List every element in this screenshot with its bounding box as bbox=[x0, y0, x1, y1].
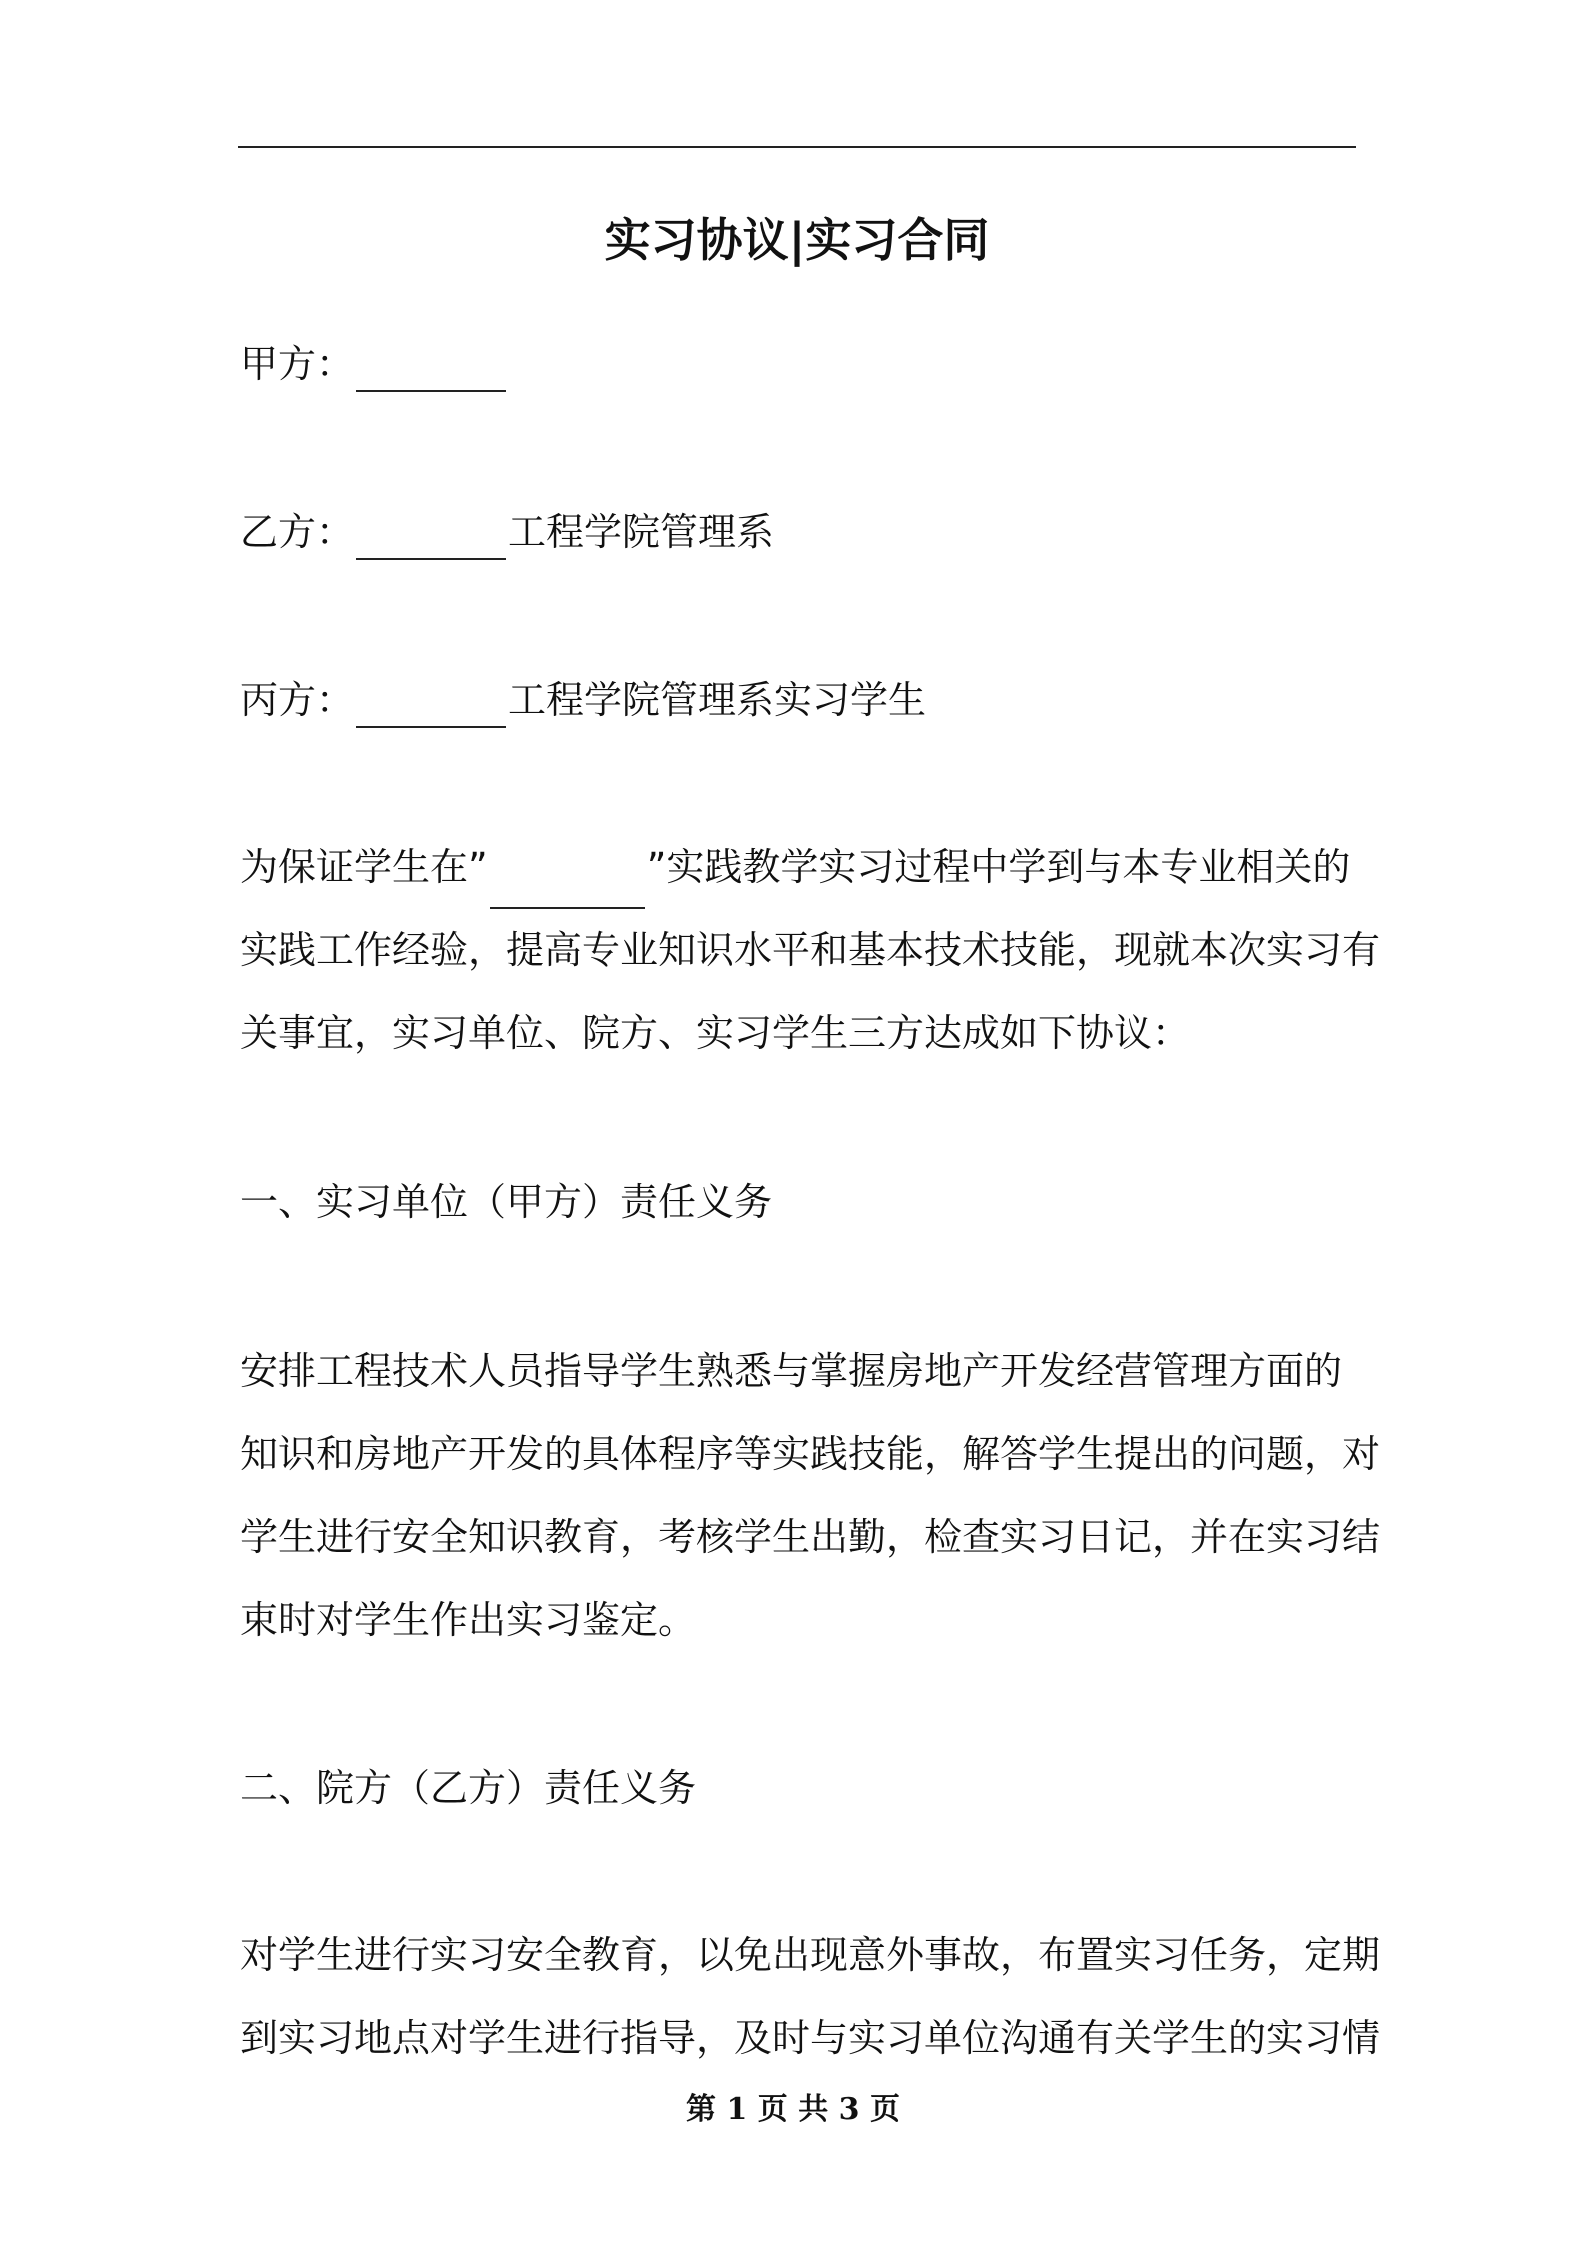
intro-paragraph bbox=[240, 826, 1381, 1075]
party-b-name: 工程学院管理系 bbox=[508, 510, 775, 554]
party-b-line bbox=[240, 504, 1356, 560]
party-c-blank[interactable] bbox=[356, 682, 506, 728]
section-1-line: 知识和房地产开发的具体程序等实践技能，解答学生提出的问题，对 bbox=[240, 1432, 1381, 1476]
intro-line-3: 关事宜，实习单位、院方、实习学生三方达成如下协议： bbox=[240, 1011, 1191, 1055]
intro-line-1-pre: 为保证学生在” bbox=[240, 845, 488, 889]
party-c-label: 丙方： bbox=[240, 678, 355, 722]
party-a-blank[interactable] bbox=[356, 346, 506, 392]
intro-line-2: 实践工作经验，提高专业知识水平和基本技术技能，现就本次实习有 bbox=[240, 928, 1381, 972]
header-rule bbox=[238, 146, 1356, 148]
section-1-line: 学生进行安全知识教育，考核学生出勤，检查实习日记，并在实习结 bbox=[240, 1515, 1381, 1559]
section-1-paragraph bbox=[240, 1330, 1381, 1662]
party-a-line bbox=[240, 336, 1356, 392]
section-1-heading: 一、实习单位（甲方）责任义务 bbox=[240, 1180, 773, 1224]
party-b-label: 乙方： bbox=[240, 510, 355, 554]
section-1-line: 安排工程技术人员指导学生熟悉与掌握房地产开发经营管理方面的 bbox=[240, 1349, 1343, 1393]
intro-line-1 bbox=[240, 826, 1356, 909]
intro-line-1-post: ”实践教学实习过程中学到与本专业相关的 bbox=[646, 845, 1351, 889]
section-1-line: 束时对学生作出实习鉴定。 bbox=[240, 1598, 697, 1642]
section-2-line: 对学生进行实习安全教育，以免出现意外事故，布置实习任务，定期 bbox=[240, 1933, 1381, 1977]
party-b-blank[interactable] bbox=[356, 514, 506, 560]
party-a-label: 甲方： bbox=[240, 342, 355, 386]
section-2-line: 到实习地点对学生进行指导，及时与实习单位沟通有关学生的实习情 bbox=[240, 2016, 1381, 2060]
party-c-name: 工程学院管理系实习学生 bbox=[508, 678, 927, 722]
section-2-paragraph bbox=[240, 1914, 1381, 2080]
document-title: 实习协议|实习合同 bbox=[604, 213, 990, 267]
section-2-heading: 二、院方（乙方）责任义务 bbox=[240, 1766, 697, 1810]
party-c-line bbox=[240, 672, 1356, 728]
intro-blank[interactable] bbox=[490, 863, 645, 909]
page-number-footer: 第 1 页 共 3 页 bbox=[686, 2092, 900, 2127]
